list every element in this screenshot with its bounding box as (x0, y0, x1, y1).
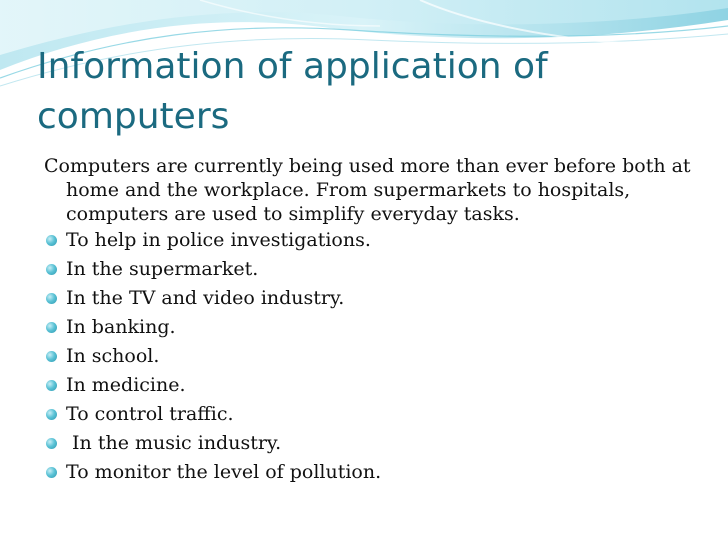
bullet-text: In banking. (66, 316, 176, 338)
intro-paragraph: Computers are currently being used more than ever before both at home and the workplace. From supermarkets to hospitals, computers are used to simplify everyday tasks. (44, 155, 691, 225)
bullet-icon (46, 380, 57, 391)
bullet-icon (46, 235, 57, 246)
bullet-text: In school. (66, 345, 160, 367)
list-item (44, 226, 704, 255)
list-item (44, 429, 704, 458)
bullet-text: To help in police investigations. (66, 229, 371, 251)
bullet-text: To control traffic. (66, 403, 234, 425)
list-item (44, 371, 704, 400)
bullet-text: In the TV and video industry. (66, 287, 345, 309)
bullet-text: In the music industry. (66, 432, 282, 454)
bullet-icon (46, 467, 57, 478)
list-item (44, 400, 704, 429)
bullet-icon (46, 409, 57, 420)
bullet-text: To monitor the level of pollution. (66, 461, 382, 483)
list-item (44, 342, 704, 371)
list-item (44, 255, 704, 284)
slide-body (44, 154, 704, 487)
bullet-icon (46, 293, 57, 304)
bullet-icon (46, 351, 57, 362)
list-item (44, 313, 704, 342)
list-item (44, 458, 704, 487)
bullet-icon (46, 438, 57, 449)
list-item (44, 284, 704, 313)
bullet-text: In medicine. (66, 374, 186, 396)
slide-title: Information of application of computers (37, 46, 548, 137)
bullet-text: In the supermarket. (66, 258, 259, 280)
bullet-icon (46, 322, 57, 333)
bullet-list (44, 226, 704, 487)
bullet-icon (46, 264, 57, 275)
